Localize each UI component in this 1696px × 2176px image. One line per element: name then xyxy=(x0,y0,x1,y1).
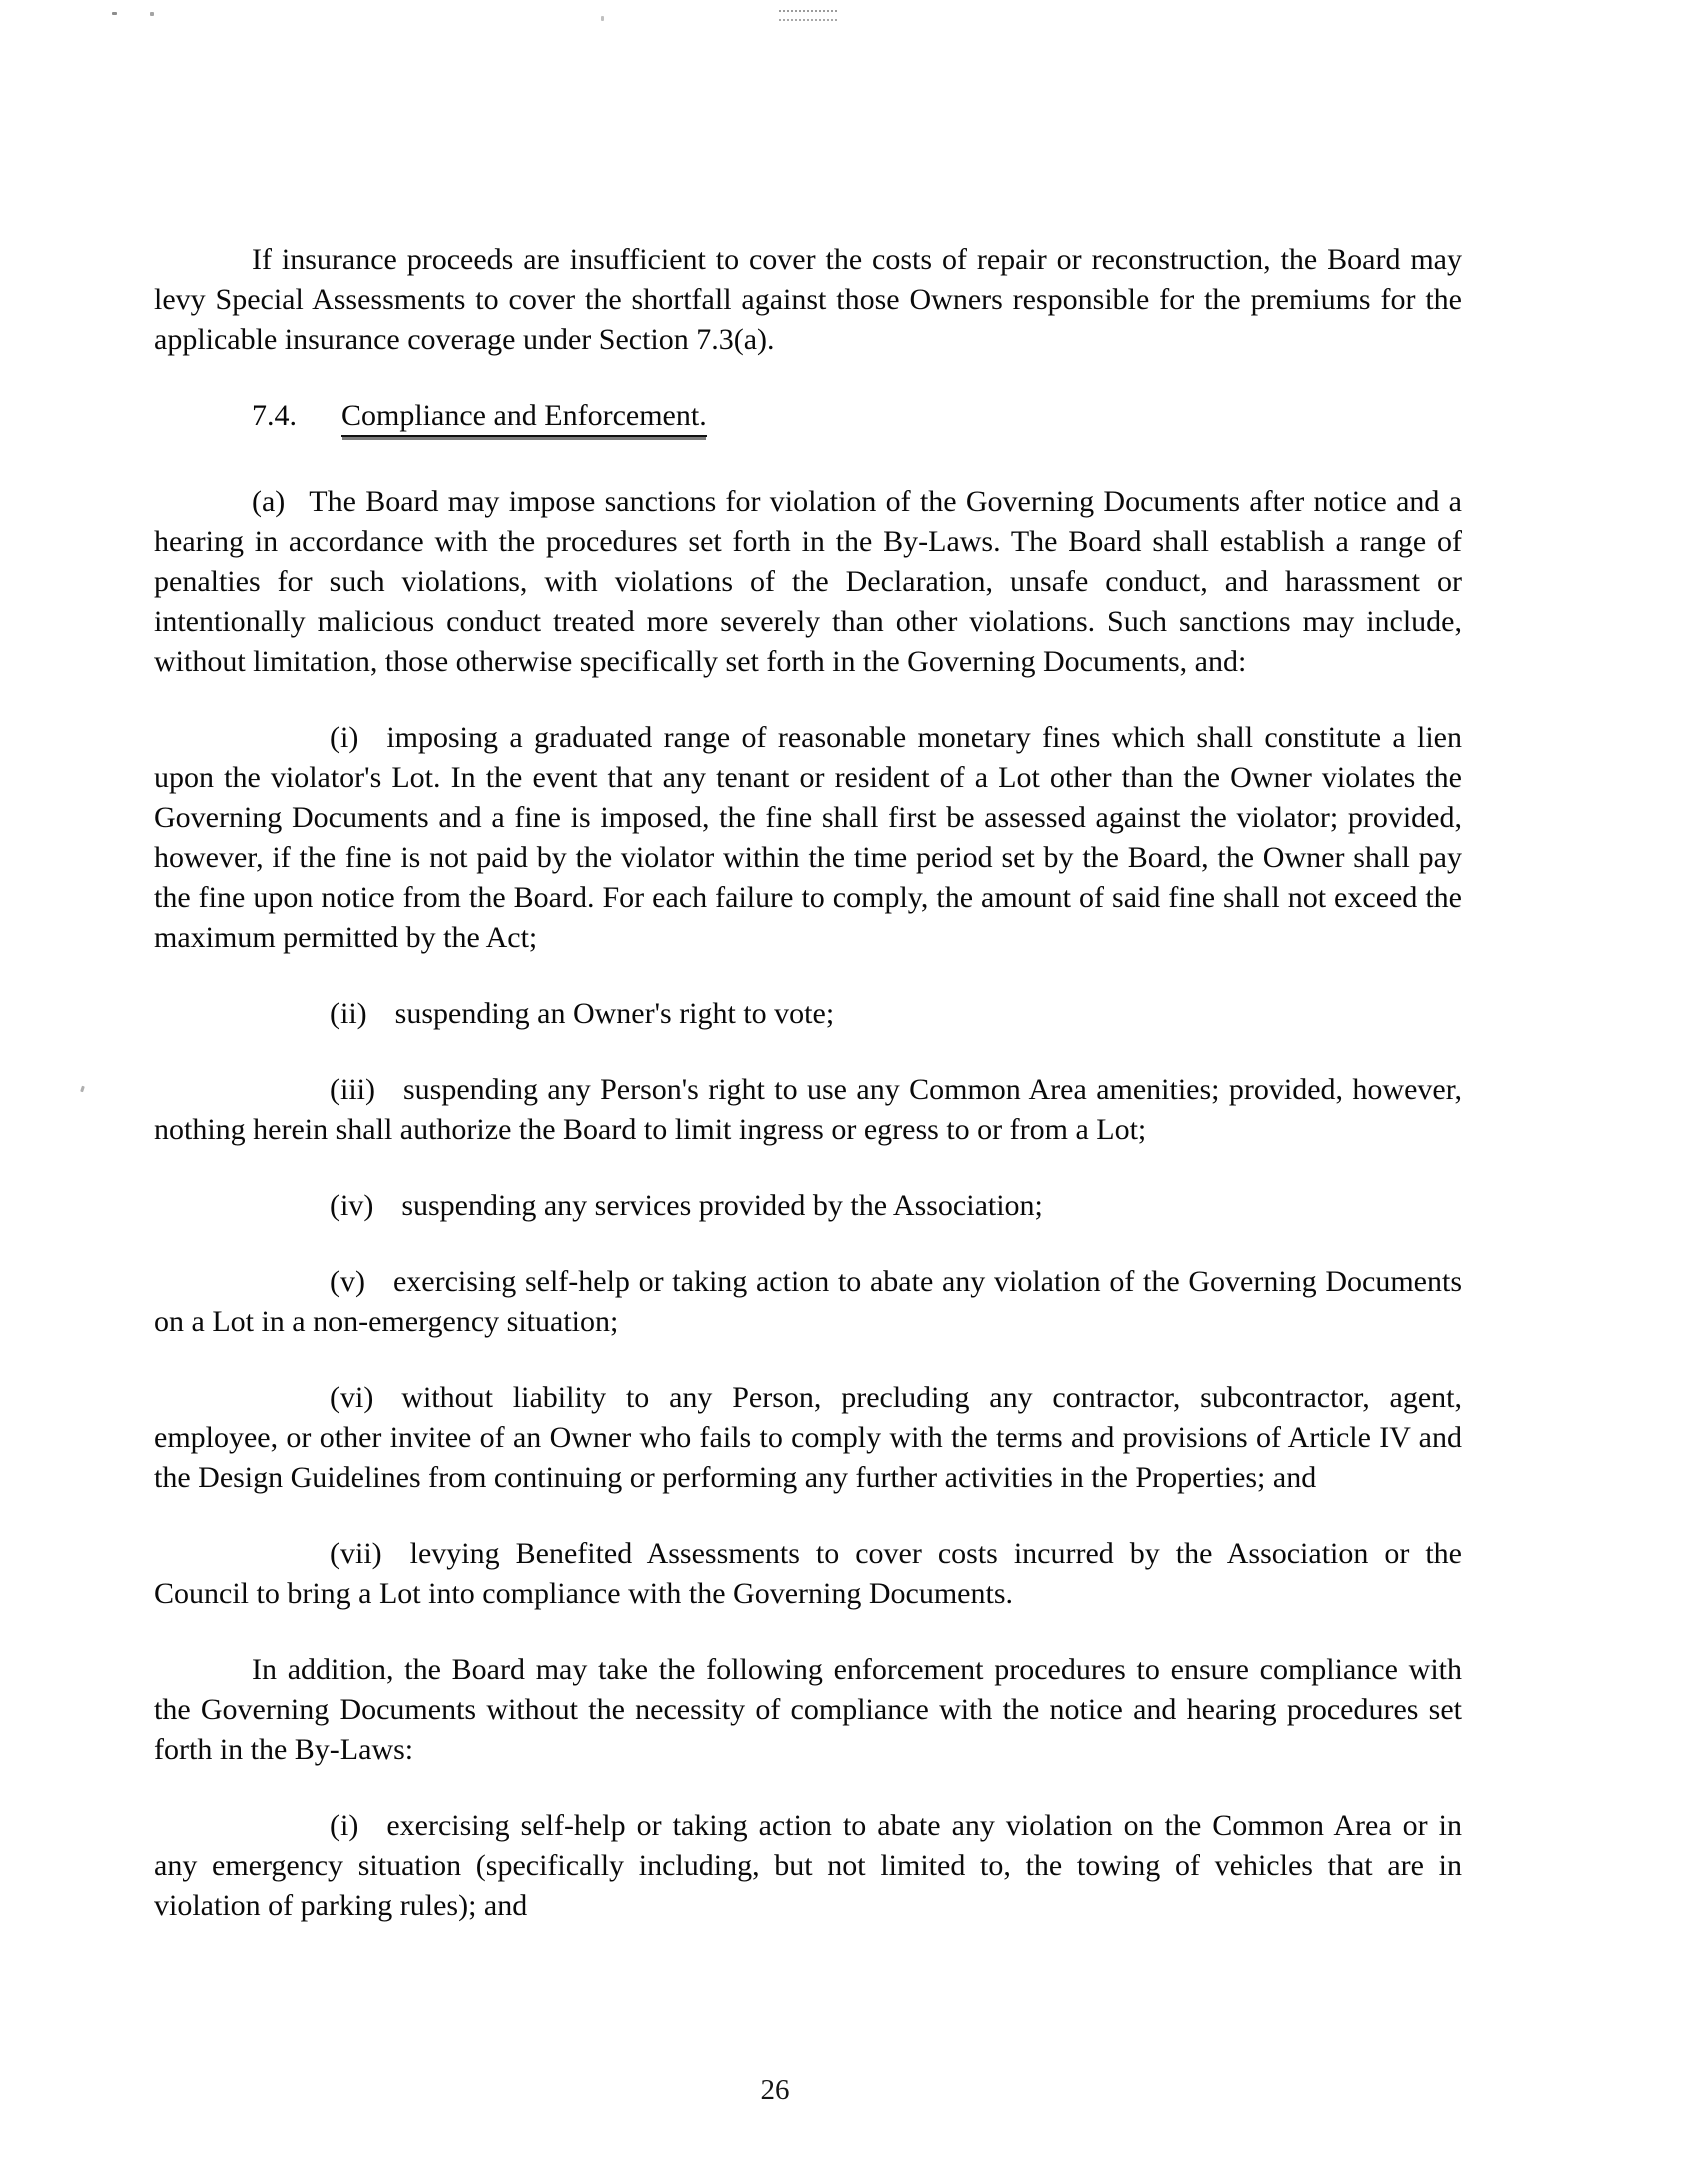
sanction-item-i-text: imposing a graduated range of reasonable monetary fines which shall constitute a lien upon the violator's Lot. In the event that any tenant or resident of a Lot other than the Owner violates the Governing Documents and a fine is imposed, the fine shall first be assessed against the violator; provided, however, if the fine is not paid by the violator within the time period set by the Board, the Owner shall pay the fine upon notice from the Board. For each failure to comply, the amount of said fine shall not exceed the maximum permitted by the Act; xyxy=(154,721,1462,954)
paragraph-a-label: (a) xyxy=(252,485,286,518)
sanction-item-iv xyxy=(154,1186,1462,1226)
scan-artifact xyxy=(80,1086,85,1093)
paragraph-a-text: The Board may impose sanctions for violation of the Governing Documents after notice and a hearing in accordance with the procedures set forth in the By-Laws. The Board shall establish a range of penalties for such violations, with violations of the Declaration, unsafe conduct, and harassment or intentionally malicious conduct treated more severely than other violations. Such sanctions may include, without limitation, those otherwise specifically set forth in the Governing Documents, and: xyxy=(154,485,1462,678)
scan-artifact xyxy=(150,12,154,16)
sanction-item-iv-label: (iv) xyxy=(330,1189,374,1222)
enforcement-intro-paragraph: In addition, the Board may take the following enforcement procedures to ensure compliance with the Governing Documents without the necessity of compliance with the notice and hearing procedures set forth in the By-Laws: xyxy=(154,1653,1462,1766)
sanction-item-v-label: (v) xyxy=(330,1265,365,1298)
page-body xyxy=(154,240,1462,1962)
page-number: 26 xyxy=(760,2074,790,2106)
enforcement-item-i-text: exercising self-help or taking action to abate any violation on the Common Area or in any emergency situation (specifically including, but not limited to, the towing of vehicles that are in violation of parking rules); and xyxy=(154,1809,1462,1922)
paragraph-a xyxy=(154,482,1462,682)
sanction-item-i-label: (i) xyxy=(330,721,359,754)
sanction-item-v xyxy=(154,1262,1462,1342)
scan-artifact xyxy=(112,12,117,15)
section-number: 7.4. xyxy=(252,399,297,432)
scan-artifact xyxy=(779,10,837,21)
sanction-item-vi-label: (vi) xyxy=(330,1381,374,1414)
section-heading xyxy=(154,396,1462,436)
enforcement-item-i-label: (i) xyxy=(330,1809,359,1842)
sanction-item-iv-text: suspending any services provided by the Association; xyxy=(401,1189,1043,1222)
sanction-item-vi xyxy=(154,1378,1462,1498)
section-title: Compliance and Enforcement. xyxy=(341,399,707,437)
sanction-item-v-text: exercising self-help or taking action to abate any violation of the Governing Documents on a Lot in a non-emergency situation; xyxy=(154,1265,1462,1338)
sanction-item-ii-label: (ii) xyxy=(330,997,367,1030)
sanction-item-iii-label: (iii) xyxy=(330,1073,375,1106)
sanction-item-vii-text: levying Benefited Assessments to cover costs incurred by the Association or the Council to bring a Lot into compliance with the Governing Documents. xyxy=(154,1537,1462,1610)
scan-artifact xyxy=(601,16,604,21)
enforcement-item-i xyxy=(154,1806,1462,1926)
sanction-item-vii-label: (vii) xyxy=(330,1537,382,1570)
sanction-item-iii xyxy=(154,1070,1462,1150)
sanction-item-vi-text: without liability to any Person, precluding any contractor, subcontractor, agent, employee, or other invitee of an Owner who fails to comply with the terms and provisions of Article IV and the Design Guidelines from continuing or performing any further activities in the Properties; and xyxy=(154,1381,1462,1494)
sanction-item-ii-text: suspending an Owner's right to vote; xyxy=(394,997,835,1030)
sanction-item-iii-text: suspending any Person's right to use any Common Area amenities; provided, however, nothing herein shall authorize the Board to limit ingress or egress to or from a Lot; xyxy=(154,1073,1462,1146)
sanction-item-ii xyxy=(154,994,1462,1034)
sanction-item-vii xyxy=(154,1534,1462,1614)
intro-paragraph: If insurance proceeds are insufficient to cover the costs of repair or reconstruction, the Board may levy Special Assessments to cover the shortfall against those Owners responsible for the premiums for the applicable insurance coverage under Section 7.3(a). xyxy=(154,243,1462,356)
sanction-item-i xyxy=(154,718,1462,958)
